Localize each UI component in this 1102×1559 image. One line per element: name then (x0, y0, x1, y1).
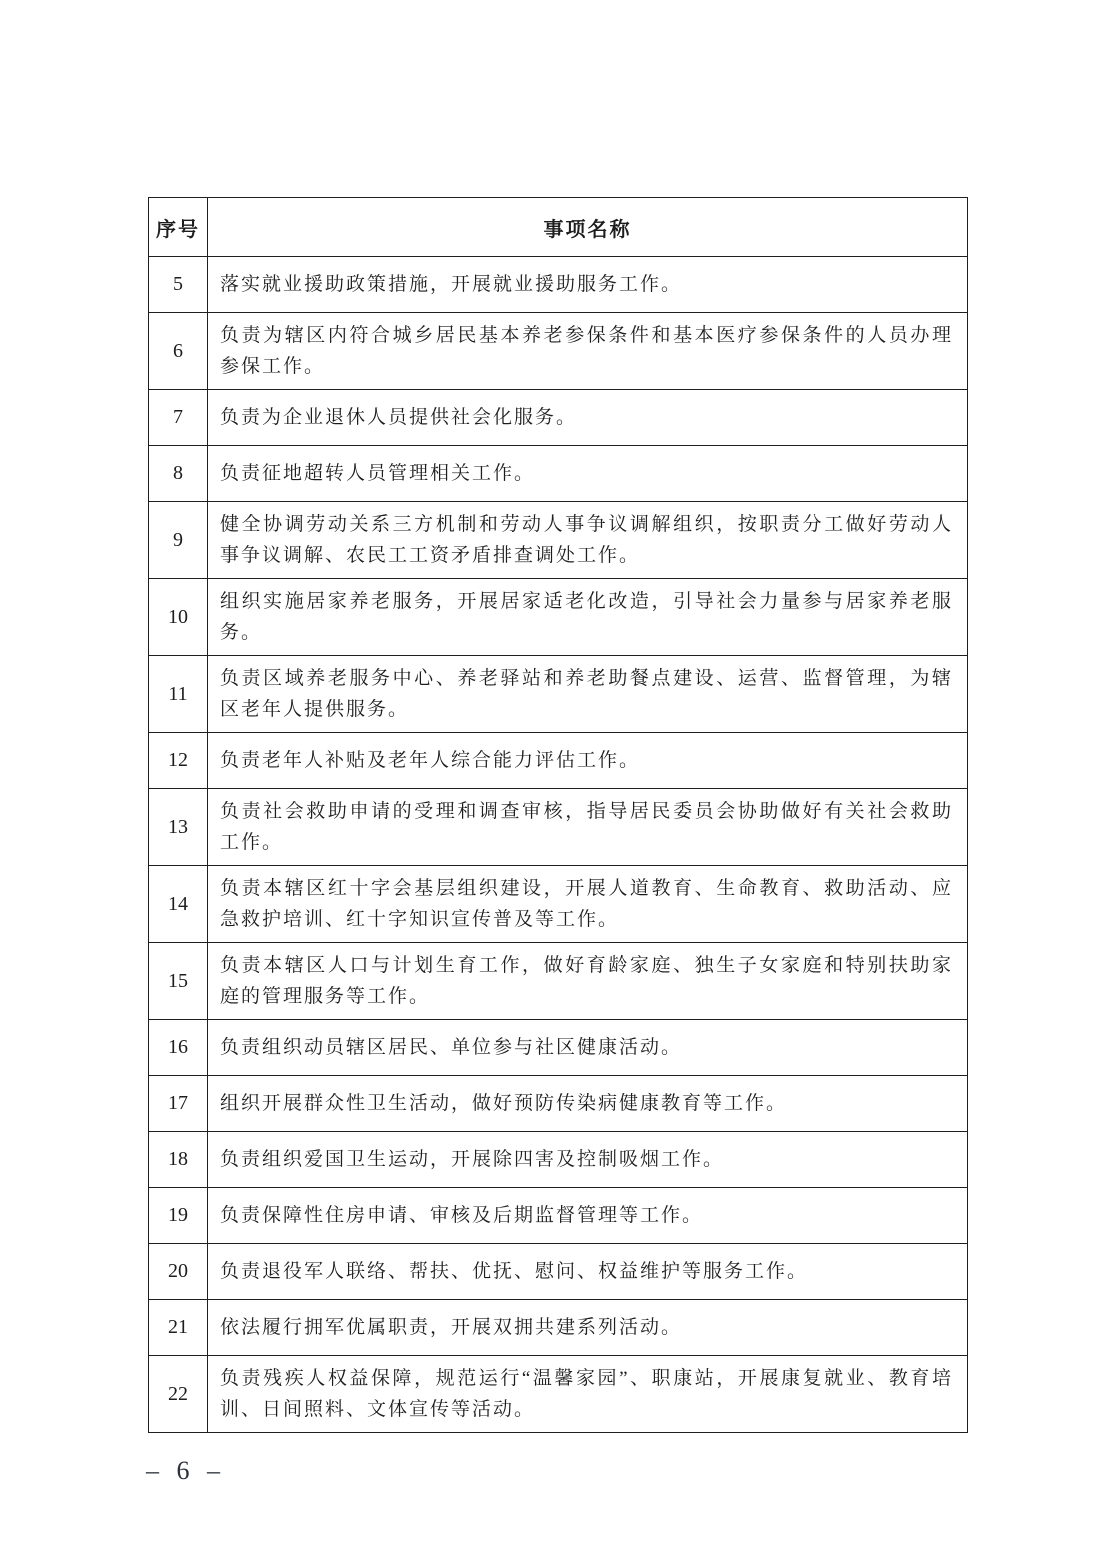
table-row (149, 943, 968, 1020)
table-row (149, 390, 968, 446)
row-item-text: 负责为辖区内符合城乡居民基本养老参保条件和基本医疗参保条件的人员办理参保工作。 (208, 313, 968, 390)
table-row (149, 502, 968, 579)
row-number: 20 (149, 1244, 208, 1300)
row-number: 21 (149, 1300, 208, 1356)
table-row (149, 789, 968, 866)
row-item-text: 负责组织爱国卫生运动，开展除四害及控制吸烟工作。 (208, 1132, 968, 1188)
row-item-text: 负责为企业退休人员提供社会化服务。 (208, 390, 968, 446)
row-number: 22 (149, 1356, 208, 1433)
row-item-text: 组织开展群众性卫生活动，做好预防传染病健康教育等工作。 (208, 1076, 968, 1132)
table-row (149, 866, 968, 943)
table-row (149, 313, 968, 390)
row-number: 17 (149, 1076, 208, 1132)
row-number: 15 (149, 943, 208, 1020)
row-number: 19 (149, 1188, 208, 1244)
table-row (149, 1188, 968, 1244)
row-number: 6 (149, 313, 208, 390)
row-number: 18 (149, 1132, 208, 1188)
row-number: 8 (149, 446, 208, 502)
table-row (149, 1244, 968, 1300)
row-item-text: 负责本辖区人口与计划生育工作，做好育龄家庭、独生子女家庭和特别扶助家庭的管理服务等工作。 (208, 943, 968, 1020)
table-row (149, 1076, 968, 1132)
row-item-text: 负责组织动员辖区居民、单位参与社区健康活动。 (208, 1020, 968, 1076)
row-item-text: 组织实施居家养老服务，开展居家适老化改造，引导社会力量参与居家养老服务。 (208, 579, 968, 656)
table-header-row (149, 198, 968, 257)
table-row (149, 1132, 968, 1188)
row-item-text: 健全协调劳动关系三方机制和劳动人事争议调解组织，按职责分工做好劳动人事争议调解、农民工工资矛盾排查调处工作。 (208, 502, 968, 579)
col-header-item-name: 事项名称 (208, 198, 968, 257)
table-row (149, 1020, 968, 1076)
row-number: 5 (149, 257, 208, 313)
row-number: 9 (149, 502, 208, 579)
row-number: 13 (149, 789, 208, 866)
items-table (148, 197, 968, 1433)
table-row (149, 579, 968, 656)
row-item-text: 负责本辖区红十字会基层组织建设，开展人道教育、生命教育、救助活动、应急救护培训、红十字知识宣传普及等工作。 (208, 866, 968, 943)
row-item-text: 负责社会救助申请的受理和调查审核，指导居民委员会协助做好有关社会救助工作。 (208, 789, 968, 866)
col-header-number: 序号 (149, 198, 208, 257)
page-number: – 6 – (146, 1456, 221, 1485)
row-item-text: 负责征地超转人员管理相关工作。 (208, 446, 968, 502)
row-item-text: 落实就业援助政策措施，开展就业援助服务工作。 (208, 257, 968, 313)
row-item-text: 负责老年人补贴及老年人综合能力评估工作。 (208, 733, 968, 789)
table-row (149, 733, 968, 789)
row-item-text: 负责退役军人联络、帮扶、优抚、慰问、权益维护等服务工作。 (208, 1244, 968, 1300)
row-item-text: 负责区域养老服务中心、养老驿站和养老助餐点建设、运营、监督管理，为辖区老年人提供服务。 (208, 656, 968, 733)
table-row (149, 656, 968, 733)
row-number: 16 (149, 1020, 208, 1076)
row-number: 12 (149, 733, 208, 789)
row-number: 10 (149, 579, 208, 656)
table-row (149, 257, 968, 313)
row-item-text: 负责残疾人权益保障，规范运行“温馨家园”、职康站，开展康复就业、教育培训、日间照料、文体宣传等活动。 (208, 1356, 968, 1433)
row-item-text: 依法履行拥军优属职责，开展双拥共建系列活动。 (208, 1300, 968, 1356)
table-row (149, 1300, 968, 1356)
table-row (149, 446, 968, 502)
row-item-text: 负责保障性住房申请、审核及后期监督管理等工作。 (208, 1188, 968, 1244)
row-number: 14 (149, 866, 208, 943)
row-number: 7 (149, 390, 208, 446)
row-number: 11 (149, 656, 208, 733)
table-row (149, 1356, 968, 1433)
